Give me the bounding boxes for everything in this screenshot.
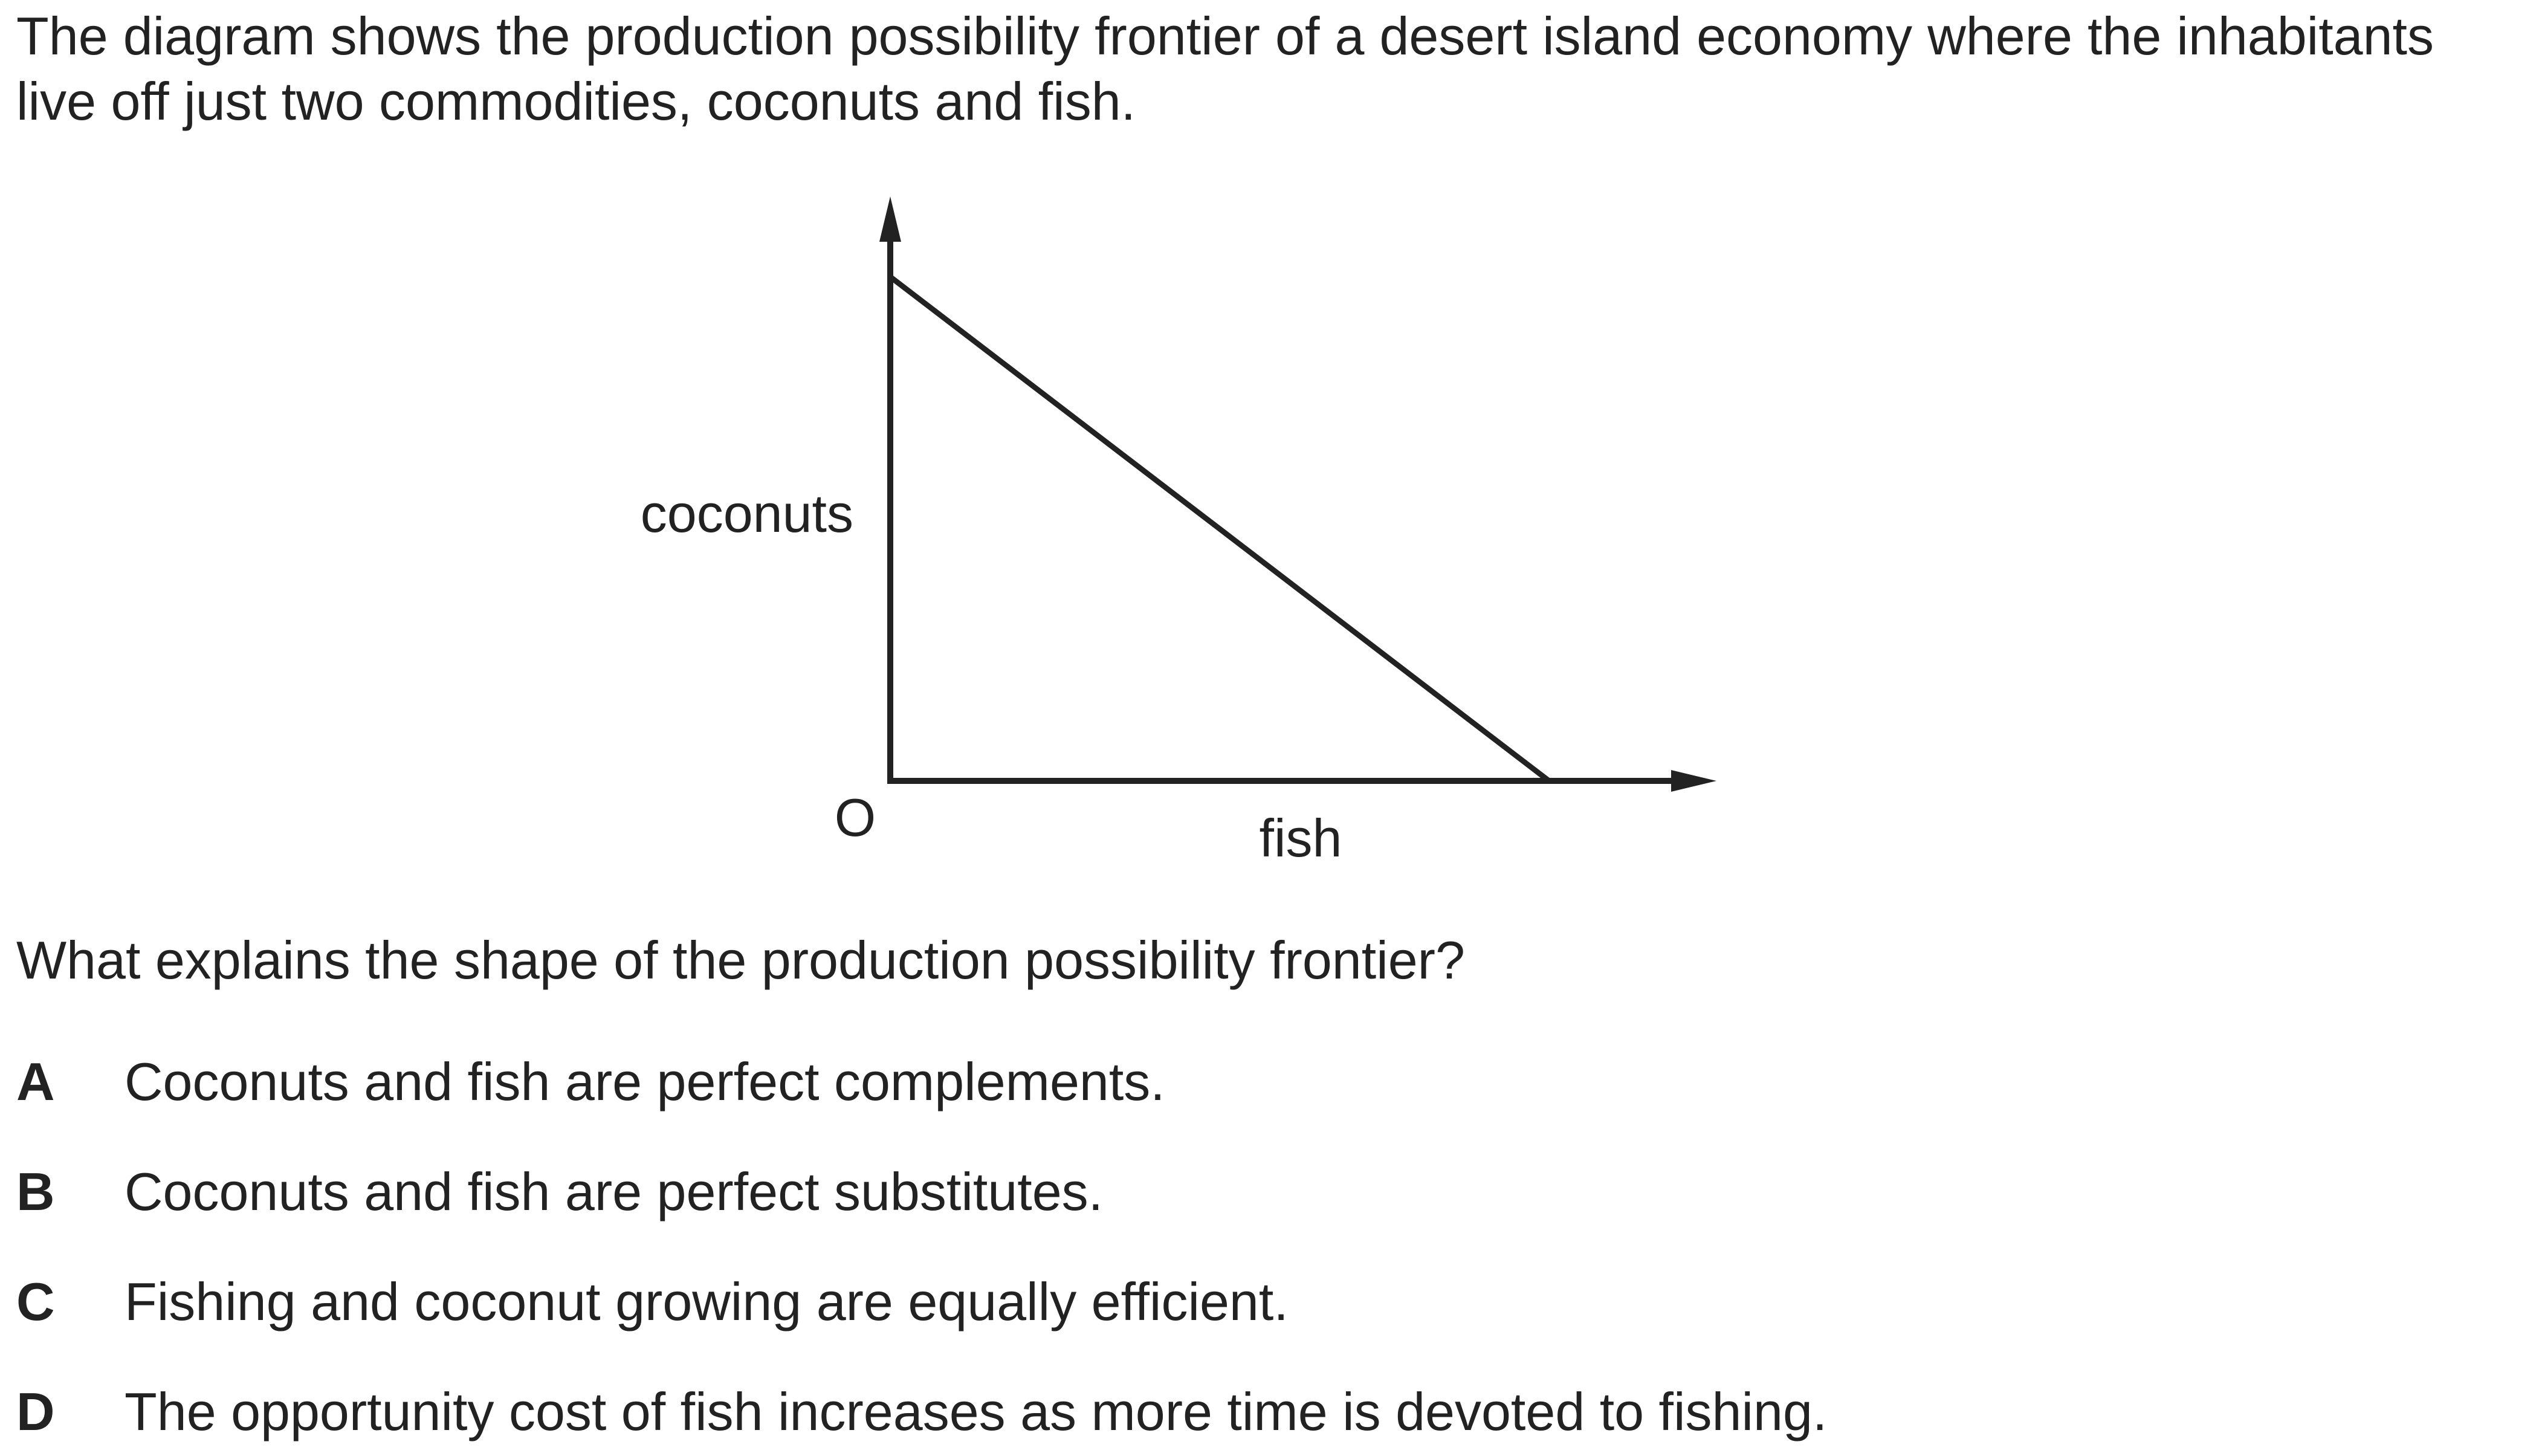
intro-text: The diagram shows the production possibility frontier of a desert island economy where the inhabitants live off just two commodities, coconuts and fish. xyxy=(16,6,2434,131)
option-letter: B xyxy=(16,1162,55,1221)
y-axis-arrow-icon xyxy=(879,196,901,242)
option-text: Coconuts and fish are perfect complements. xyxy=(125,1052,1165,1111)
option-text: The opportunity cost of fish increases as more time is devoted to fishing. xyxy=(125,1382,1828,1441)
question-text: What explains the shape of the production possibility frontier? xyxy=(16,930,1465,990)
option-text: Coconuts and fish are perfect substitutes. xyxy=(125,1162,1104,1221)
option-letter: A xyxy=(16,1052,55,1111)
option-letter: D xyxy=(16,1382,55,1441)
x-axis-arrow-icon xyxy=(1671,770,1716,792)
production-possibility-frontier xyxy=(890,277,1549,781)
y-axis-label: coconuts xyxy=(640,484,853,543)
origin-label: O xyxy=(834,788,876,847)
option-letter: C xyxy=(16,1272,55,1331)
option-text: Fishing and coconut growing are equally efficient. xyxy=(125,1272,1289,1331)
x-axis-label: fish xyxy=(1259,808,1342,868)
